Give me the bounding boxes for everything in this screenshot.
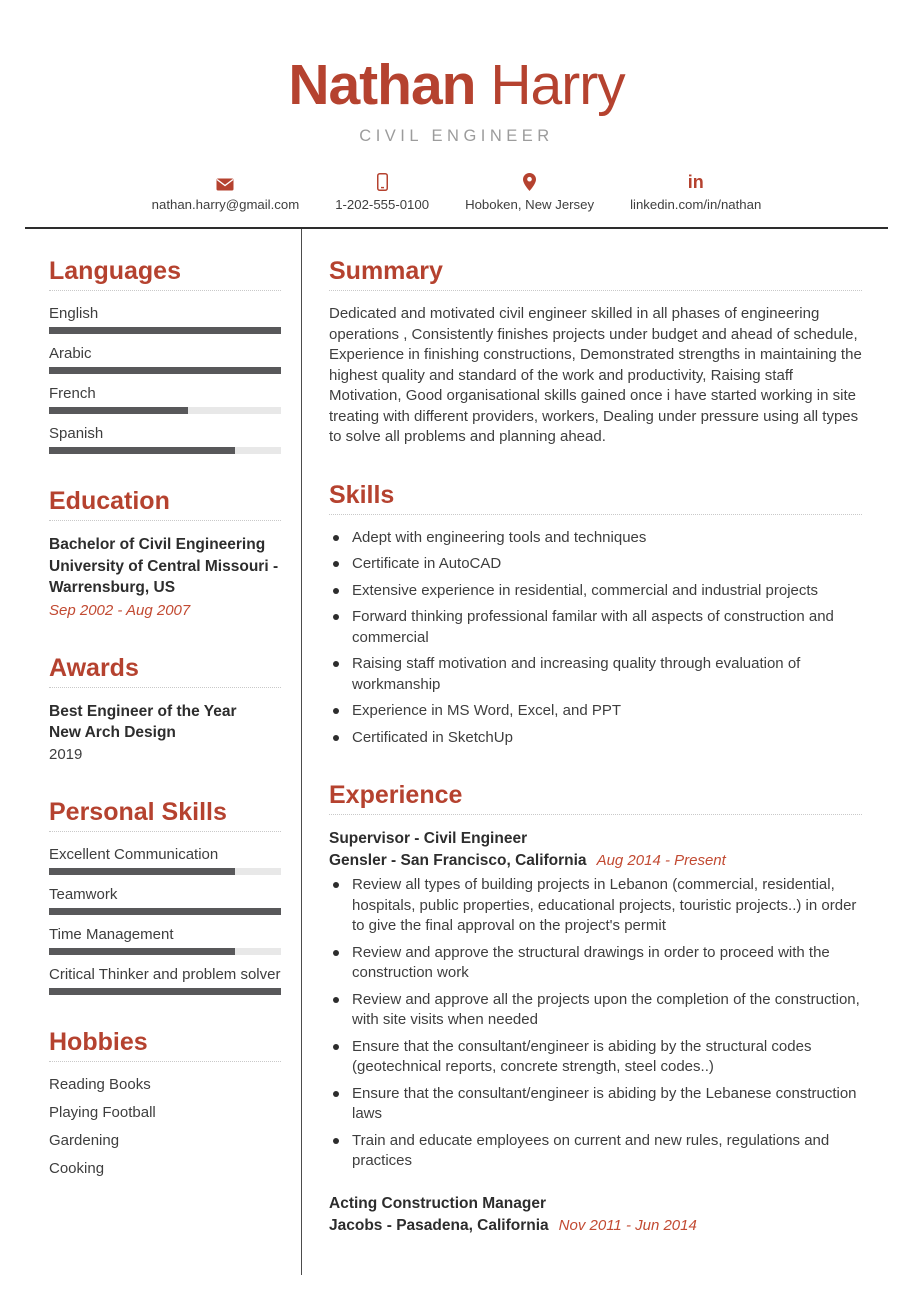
- contact-email: [152, 173, 300, 212]
- skill-bullet: Certificated in SketchUp: [329, 728, 862, 749]
- education-school: University of Central Missouri - Warrensburg, US: [49, 557, 279, 596]
- language-label: French: [49, 385, 96, 402]
- section-experience: [329, 781, 862, 1237]
- hobbies-heading: Hobbies: [49, 1028, 281, 1062]
- personal-skills-heading: Personal Skills: [49, 798, 281, 832]
- section-personal-skills: [49, 798, 281, 995]
- skill-bullet: Certificate in AutoCAD: [329, 554, 862, 575]
- education-degree: Bachelor of Civil Engineering: [49, 536, 266, 553]
- section-summary: [329, 257, 862, 448]
- phone-icon: [377, 173, 388, 191]
- email-icon: [216, 173, 234, 191]
- job-title: Acting Construction Manager: [329, 1194, 547, 1212]
- linkedin-icon: in: [687, 172, 704, 192]
- job-bullet-list: [329, 875, 862, 1172]
- award-organization: New Arch Design: [49, 724, 176, 741]
- personal-skill-item: [49, 845, 281, 875]
- job-bullet: Ensure that the consultant/engineer is abiding by the structural codes (geotechnical reports, concrete strength, steel codes..): [329, 1037, 862, 1078]
- awards-heading: Awards: [49, 654, 281, 688]
- language-item: [49, 384, 281, 414]
- personal-skill-label: Critical Thinker and problem solver: [49, 966, 281, 983]
- language-bar-fill: [49, 367, 281, 374]
- personal-skill-bar-fill: [49, 948, 235, 955]
- phone-text: 1-202-555-0100: [335, 197, 430, 212]
- education-dates: Sep 2002 - Aug 2007: [49, 601, 191, 619]
- linkedin-url-text-anchor: Hoboken, New Jersey: [465, 197, 595, 212]
- skills-heading: Skills: [329, 481, 862, 515]
- education-heading: Education: [49, 487, 281, 521]
- main-column: [302, 229, 888, 1275]
- experience-job: [329, 828, 862, 1172]
- linkedin-text: linkedin.com/in/nathan: [630, 197, 762, 212]
- hobby-item: Gardening: [49, 1132, 120, 1149]
- personal-skill-bar-track: [49, 868, 281, 875]
- job-company: Gensler - San Francisco, California: [329, 852, 587, 869]
- personal-skill-bar-track: [49, 988, 281, 995]
- candidate-name: [0, 53, 913, 117]
- summary-text: Dedicated and motivated civil engineer skilled in all phases of engineering operations , Consistently finishes projects under budget and ahead of schedule, Experience in finishing constructions, Demonstrated strengths in maintaining the highest quality and standard of the work and productivity, Raising staff Motivation, Good organisational skills gained once i have started working in site treating with different providers, workers, Dealing under pressure using all types to solve all problems and planning ahead.: [329, 305, 862, 445]
- language-bar-fill: [49, 447, 235, 454]
- hobby-item: Playing Football: [49, 1104, 156, 1121]
- languages-heading: Languages: [49, 257, 281, 291]
- section-languages: [49, 257, 281, 454]
- contact-location: [465, 173, 594, 212]
- personal-skill-label: Teamwork: [49, 886, 118, 903]
- job-company-line: [329, 1215, 862, 1237]
- job-dates: Nov 2011 - Jun 2014: [558, 1216, 697, 1234]
- language-item: [49, 424, 281, 454]
- language-item: [49, 304, 281, 334]
- last-name: Harry: [490, 53, 625, 117]
- award-title: Best Engineer of the Year: [49, 702, 237, 720]
- language-bar-track: [49, 407, 281, 414]
- summary-heading: Summary: [329, 257, 862, 291]
- personal-skill-bar-fill: [49, 868, 235, 875]
- language-bar-track: [49, 367, 281, 374]
- language-label: English: [49, 305, 99, 322]
- personal-skill-bar-track: [49, 948, 281, 955]
- language-item: [49, 344, 281, 374]
- language-label: Arabic: [49, 345, 92, 362]
- personal-skill-label: Time Management: [49, 926, 174, 943]
- skills-list: [329, 528, 862, 749]
- hobby-item: Reading Books: [49, 1076, 151, 1093]
- email-text: nathan.harry@gmail.com: [151, 197, 300, 212]
- skill-bullet: Adept with engineering tools and techniques: [329, 528, 862, 549]
- first-name: Nathan: [288, 53, 476, 117]
- contact-phone: [335, 173, 429, 212]
- experience-job: [329, 1193, 862, 1237]
- job-dates: Aug 2014 - Present: [596, 852, 726, 869]
- personal-skill-item: [49, 885, 281, 915]
- skill-bullet: Forward thinking professional familar with all aspects of construction and commercial: [329, 607, 862, 648]
- contact-linkedin: [630, 173, 761, 212]
- skill-bullet: Raising staff motivation and increasing quality through evaluation of workmanship: [329, 654, 862, 695]
- language-label: Spanish: [49, 425, 104, 442]
- language-bar-track: [49, 327, 281, 334]
- award-year: 2019: [49, 745, 83, 763]
- job-bullet: Review and approve the structural drawings in order to proceed with the construction work: [329, 943, 862, 984]
- skill-bullet: Experience in MS Word, Excel, and PPT: [329, 701, 862, 722]
- job-company-line: [329, 850, 862, 872]
- language-bar-fill: [49, 327, 281, 334]
- language-bar-track: [49, 447, 281, 454]
- section-education: [49, 487, 281, 621]
- resume-header: [0, 0, 913, 212]
- job-bullet: Review all types of building projects in Lebanon (commercial, residential, hospitals, public properties, educational projects, touristic projects..) in order to give the final approval on the project's permit: [329, 875, 862, 937]
- section-awards: [49, 654, 281, 766]
- job-title: Supervisor - Civil Engineer: [329, 830, 528, 847]
- language-bar-fill: [49, 407, 188, 414]
- personal-skill-bar-track: [49, 908, 281, 915]
- job-bullet: Review and approve all the projects upon the completion of the construction, with site visits when needed: [329, 990, 862, 1031]
- location-pin-icon: [523, 173, 536, 191]
- content-columns: [25, 229, 888, 1275]
- contact-row: [0, 173, 913, 212]
- experience-heading: Experience: [329, 781, 862, 815]
- hobby-item: Cooking: [49, 1160, 105, 1177]
- personal-skill-label: Excellent Communication: [49, 846, 219, 863]
- personal-skill-item: [49, 965, 281, 995]
- job-bullet: Ensure that the consultant/engineer is abiding by the Lebanese construction laws: [329, 1084, 862, 1125]
- section-hobbies: [49, 1028, 281, 1179]
- skill-bullet: Extensive experience in residential, commercial and industrial projects: [329, 581, 862, 602]
- sidebar: [25, 229, 302, 1275]
- personal-skill-item: [49, 925, 281, 955]
- job-company: Jacobs - Pasadena, California: [329, 1216, 549, 1234]
- section-skills: [329, 481, 862, 749]
- personal-skill-bar-fill: [49, 988, 281, 995]
- job-title-subtitle: CIVIL ENGINEER: [359, 127, 554, 145]
- job-bullet: Train and educate employees on current and new rules, regulations and practices: [329, 1131, 862, 1172]
- personal-skill-bar-fill: [49, 908, 281, 915]
